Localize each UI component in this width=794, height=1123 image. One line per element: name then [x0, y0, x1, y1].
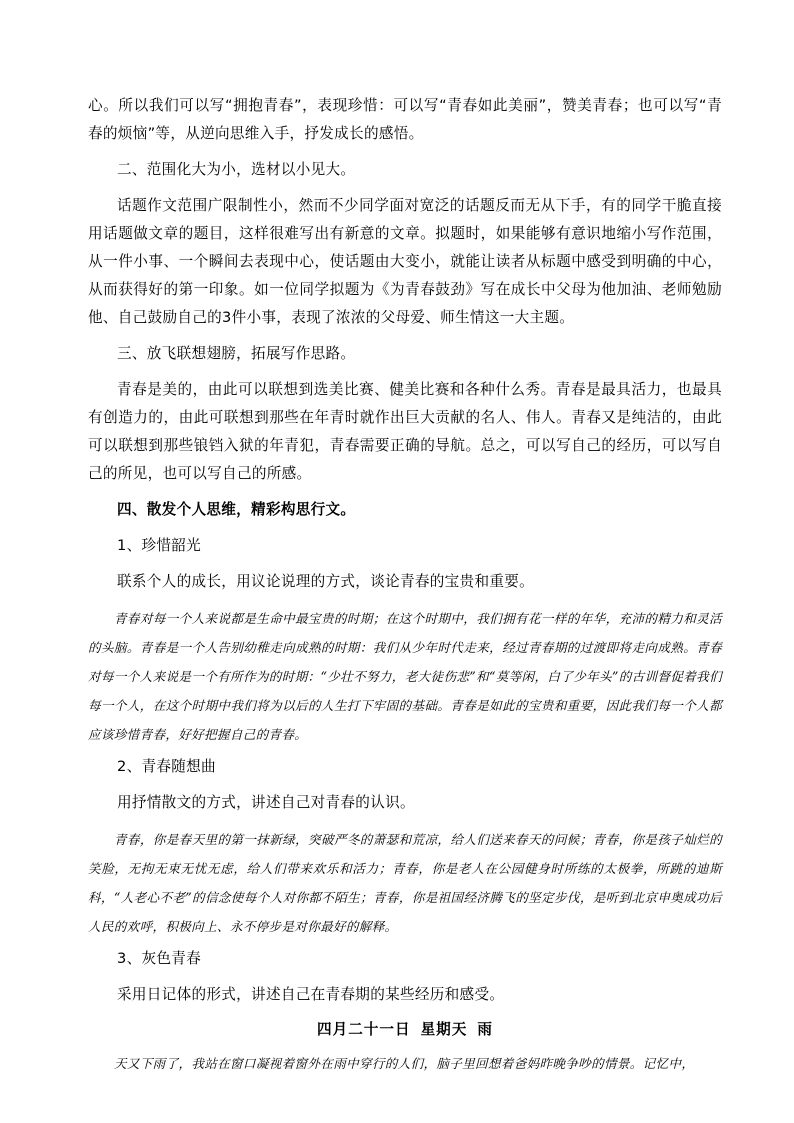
section-heading-3: 三、放飞联想翅膀，拓展写作思路。	[117, 345, 356, 362]
document-page	[88, 92, 722, 1082]
subheading-rhapsody: 2、青春随想曲	[117, 758, 216, 775]
section-heading-4: 四、散发个人思维，精彩构思行文。	[117, 501, 356, 518]
diary-weekday: 星期天	[420, 1021, 468, 1038]
paragraph-scope: 话题作文范围广限制性小，然而不少同学面对宽泛的话题反而无从下手，有的同学干脆直接用话题做文章的题目，这样很难写出有新意的文章。拟题时，如果能够有意识地缩小写作范围，从一件小事、一个瞬间去表现中心，使话题由大变小，就能让读者从标题中感受到明确的中心，从而获得好的第一印象。如一位同学拟题为《为青春鼓劲》写在成长中父母为他加油、老师勉励他、自己鼓励自己的3件小事，表现了浓浓的父母爱、师生情这一大主题。	[88, 197, 722, 326]
paragraph-association: 青春是美的，由此可以联想到选美比赛、健美比赛和各种什么秀。青春是最具活力，也最具有创造力的，由此可联想到那些在年青时就作出巨大贡献的名人、伟人。青春又是纯洁的，由此可以联想到那些锒铛入狱的年青犯，青春需要正确的导航。总之，可以写自己的经历，可以写自己的所见，也可以写自己的所感。	[88, 381, 722, 482]
paragraph-continuation: 心。所以我们可以写“拥抱青春”，表现珍惜：可以写“青春如此美丽”，赞美青春；也可以写“青春的烦恼”等，从逆向思维入手，抒发成长的感悟。	[88, 97, 722, 142]
diary-weather: 雨	[477, 1021, 493, 1038]
paragraph-cherish-intro: 联系个人的成长，用议论说理的方式，谈论青春的宝贵和重要。	[117, 573, 535, 590]
section-heading-2: 二、范围化大为小，选材以小见大。	[117, 161, 356, 178]
subheading-grey-youth: 3、灰色青春	[117, 950, 202, 967]
example-cherish: 青春对每一个人来说都是生命中最宝贵的时期；在这个时期中，我们拥有花一样的年华，充沛的精力和灵活的头脑。青春是一个人告别幼稚走向成熟的时期：我们从少年时代走来，经过青春期的过渡即将走向成熟。青春对每一个人来说是一个有所作为的时期：“少壮不努力，老大徒伤悲”和“莫等闲，白了少年头”的古训督促着我们每一个人，在这个时期中我们将为以后的人生打下牢固的基础。青春是如此的宝贵和重要，因此我们每一个人都应该珍惜青春，好好把握自己的青春。	[88, 611, 722, 742]
paragraph-grey-youth-intro: 采用日记体的形式，讲述自己在青春期的某些经历和感受。	[117, 986, 505, 1003]
subheading-cherish: 1、珍惜韶光	[117, 537, 202, 554]
diary-date: 四月二十一日	[317, 1021, 411, 1038]
diary-title	[88, 1017, 722, 1043]
example-diary: 天又下雨了，我站在窗口凝视着窗外在雨中穿行的人们，脑子里回想着爸妈昨晚争吵的情景。记忆中，	[114, 1056, 695, 1071]
paragraph-rhapsody-intro: 用抒情散文的方式，讲述自己对青春的认识。	[117, 794, 415, 811]
example-rhapsody: 青春，你是春天里的第一抹新绿，突破严冬的萧瑟和荒凉，给人们送来春天的问候；青春，你是孩子灿烂的笑脸，无拘无束无忧无虑，给人们带来欢乐和活力；青春，你是老人在公园健身时所练的太极拳，所跳的迪斯科，“人老心不老”的信念使每个人对你都不陌生；青春，你是祖国经济腾飞的坚定步伐，是听到北京申奥成功后人民的欢呼，积极向上、永不停步是对你最好的解释。	[88, 832, 722, 934]
